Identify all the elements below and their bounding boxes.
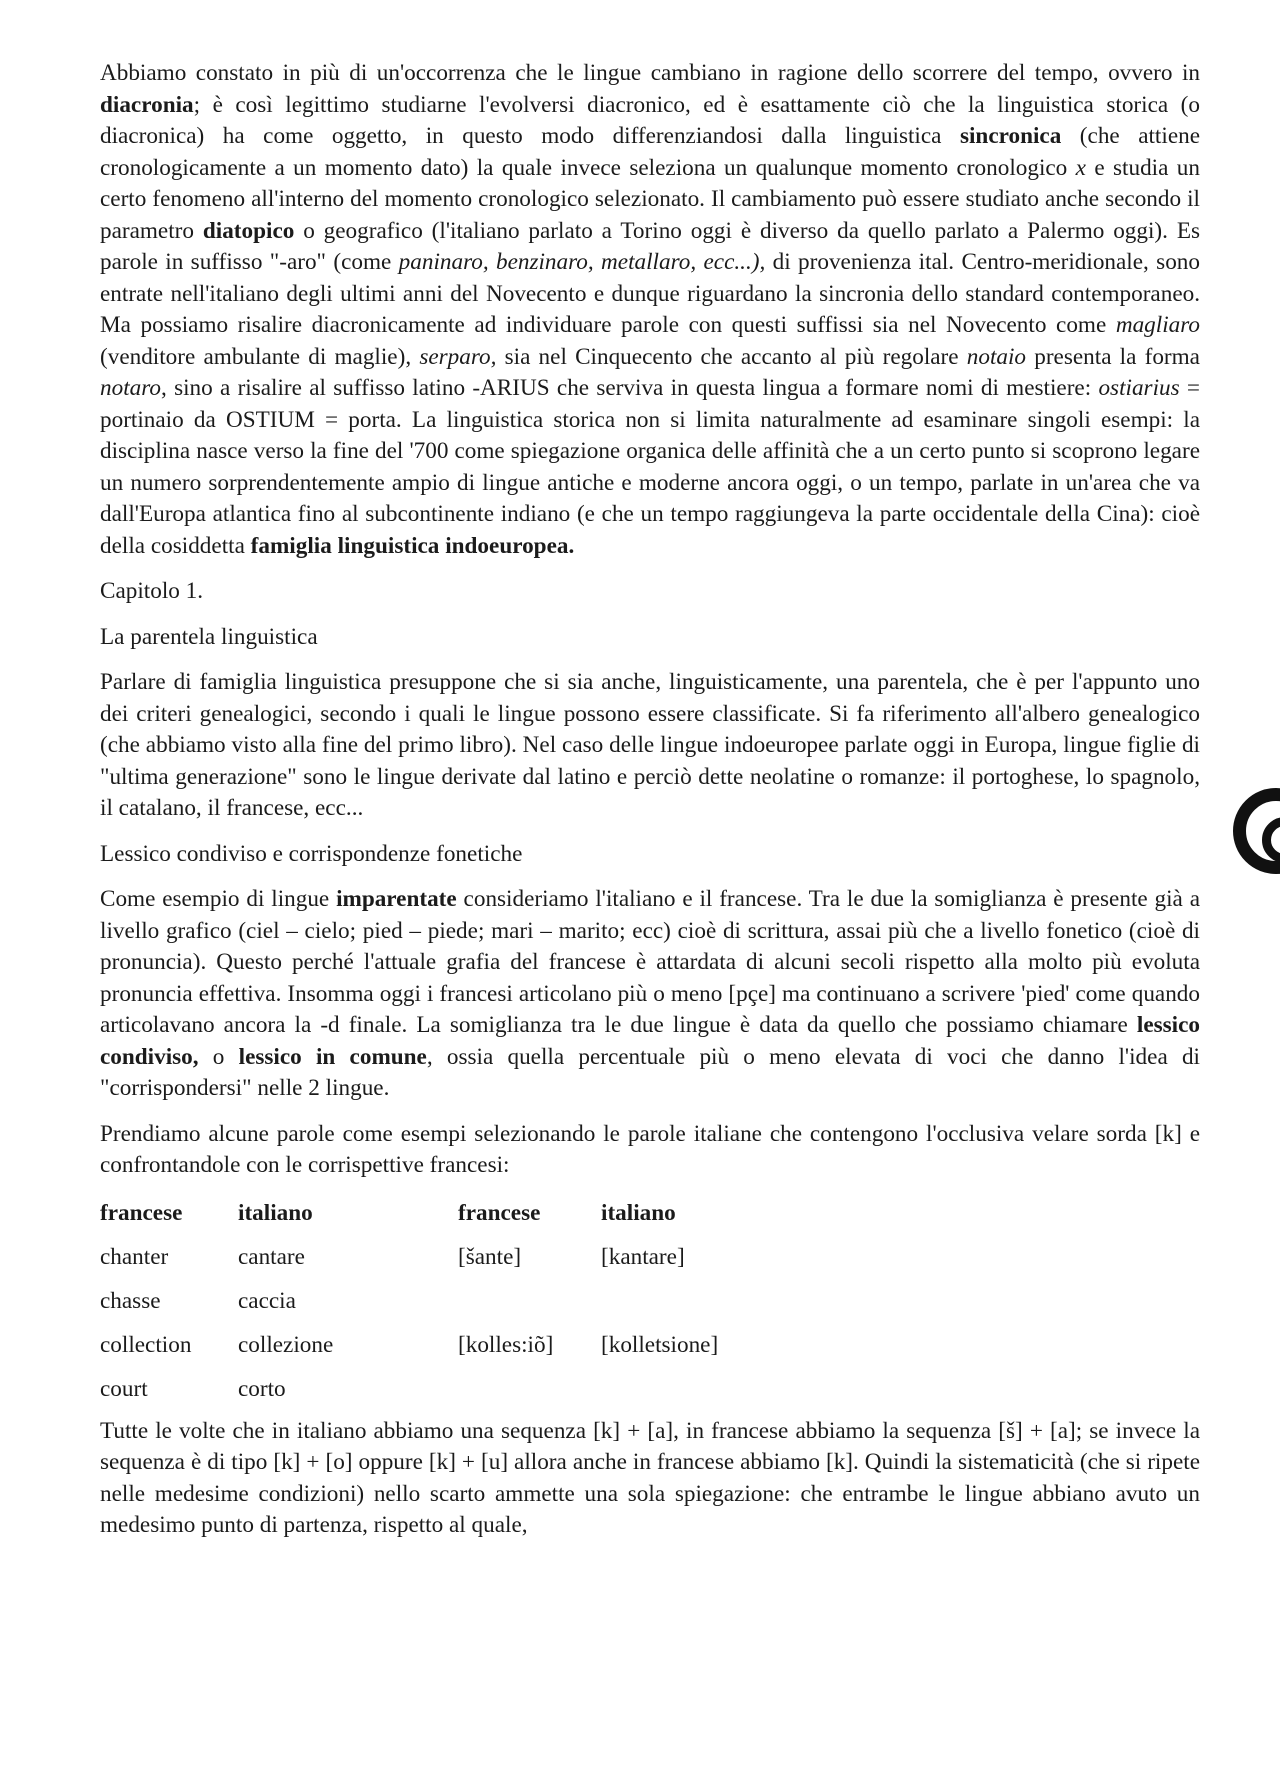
table-row: [100, 1368, 761, 1412]
parentela-paragraph: Parlare di famiglia linguistica presuppone che si sia anche, linguisticamente, una parentela, che è per l'appunto uno dei criteri genealogici, secondo i quali le lingue possono essere classificate. Si fa riferimento all'albero genealogico (che abbiamo visto alla fine del primo libro). Nel caso delle lingue indoeuropee parlate oggi in Europa, lingue figlie di "ultima generazione" sono le lingue derivate dal latino e perciò dette neolatine o romanze: il portoghese, lo spagnolo, il catalano, il francese, ecc...: [100, 669, 1200, 821]
table-header: italiano: [601, 1199, 676, 1226]
table-row: [100, 1324, 761, 1368]
lessico-paragraph: Come esempio di lingue imparentate consideriamo l'italiano e il francese. Tra le due la somiglianza è presente già a livello grafico (ciel – cielo; pied – piede; mari – marito; ecc) cioè di scrittura, assai più che a livello fonetico (cioè di pronuncia). Questo perché l'attuale grafia del francese è attardata di alcuni secoli rispetto alla molto più evoluta pronuncia effettiva. Insomma oggi i francesi articolano più o meno [pçe] ma continuano a scrivere 'pied' come quando articolavano ancora la -d finale. La somiglianza tra le due lingue è data da quello che possiamo chiamare lessico condiviso, o lessico in comune, ossia quella percentuale più o meno elevata di voci che danno l'idea di "corrispondersi" nelle 2 lingue.: [100, 886, 1201, 1101]
table-cell: [kolles:iõ]: [458, 1331, 554, 1358]
section-title-lessico: Lessico condiviso e corrispondenze fonetiche: [100, 840, 523, 867]
table-row: [100, 1236, 761, 1280]
table-header: francese: [458, 1199, 541, 1226]
table-cell: [kolletsione]: [601, 1331, 719, 1358]
intro-paragraph: Abbiamo constato in più di un'occorrenza che le lingue cambiano in ragione dello scorrere del tempo, ovvero in diacronia; è così legittimo studiarne l'evolversi diacronico, ed è esattamente ciò che la linguistica storica (o diacronica) ha come oggetto, in questo modo differenziandosi dalla linguistica sincronica (che attiene cronologicamente a un momento dato) la quale invece seleziona un qualunque momento cronologico x e studia un certo fenomeno all'interno del momento cronologico selezionato. Il cambiamento può essere studiato anche secondo il parametro diatopico o geografico (l'italiano parlato a Torino oggi è diverso da quello parlato a Palermo oggi). Es parole in suffisso "-aro" (come paninaro, benzinaro, metallaro, ecc...), di provenienza ital. Centro-meridionale, sono entrate nell'italiano degli ultimi anni del Novecento e dunque riguardano la sincronia dello standard contemporaneo. Ma possiamo risalire diacronicamente ad individuare parole con questi suffissi sia nel Novecento come magliaro (venditore ambulante di maglie), serparo, sia nel Cinquecento che accanto al più regolare notaio presenta la forma notaro, sino a risalire al suffisso latino -ARIUS che serviva in questa lingua a formare nomi di mestiere: ostiarius = portinaio da OSTIUM = porta. La linguistica storica non si limita naturalmente ad esaminare singoli esempi: la disciplina nasce verso la fine del '700 come spiegazione organica delle affinità che a un certo punto si scoprono legare un numero sorprendentemente ampio di lingue antiche e moderne ancora oggi, o un tempo, parlate in un'area che va dall'Europa atlantica fino al subcontinente indiano (e che un tempo raggiungeva la parte occidentale della Cina): cioè della cosiddetta famiglia linguistica indoeuropea.: [100, 60, 1201, 559]
examples-intro-paragraph: Prendiamo alcune parole come esempi selezionando le parole italiane che contengono l'occlusiva velare sorda [k] e confrontandole con le corrispettive francesi:: [100, 1120, 1200, 1178]
table-cell: chanter: [100, 1243, 169, 1270]
table-header: italiano: [238, 1199, 313, 1226]
section-title-parentela: La parentela linguistica: [100, 623, 318, 650]
table-cell: corto: [238, 1375, 286, 1402]
table-header: francese: [100, 1199, 183, 1226]
conclusion-paragraph: Tutte le volte che in italiano abbiamo una sequenza [k] + [a], in francese abbiamo la sequenza [š] + [a]; se invece la sequenza è di tipo [k] + [o] oppure [k] + [u] allora anche in francese abbiamo [k]. Quindi la sistematicità (che si ripete nelle medesime condizioni) nello scarto ammette una sola spiegazione: che entrambe le lingue abbiano avuto un medesimo punto di partenza, rispetto al quale,: [100, 1417, 1200, 1538]
table-cell: cantare: [238, 1243, 305, 1270]
word-comparison-table: [100, 1192, 761, 1412]
table-cell: court: [100, 1375, 148, 1402]
table-cell: collezione: [238, 1331, 334, 1358]
table-header-row: [100, 1192, 761, 1236]
table-row: [100, 1280, 761, 1324]
document-page: [100, 58, 1200, 1542]
table-cell: chasse: [100, 1287, 161, 1314]
table-cell: [601, 1368, 761, 1412]
table-cell: [601, 1280, 761, 1324]
table-cell: caccia: [238, 1287, 296, 1314]
table-cell: [458, 1280, 601, 1324]
chapter-label: Capitolo 1.: [100, 578, 204, 604]
circular-logo-icon: [1233, 788, 1280, 874]
table-cell: [458, 1368, 601, 1412]
table-cell: [kantare]: [601, 1243, 685, 1270]
table-cell: collection: [100, 1331, 192, 1358]
table-cell: [šante]: [458, 1243, 522, 1270]
